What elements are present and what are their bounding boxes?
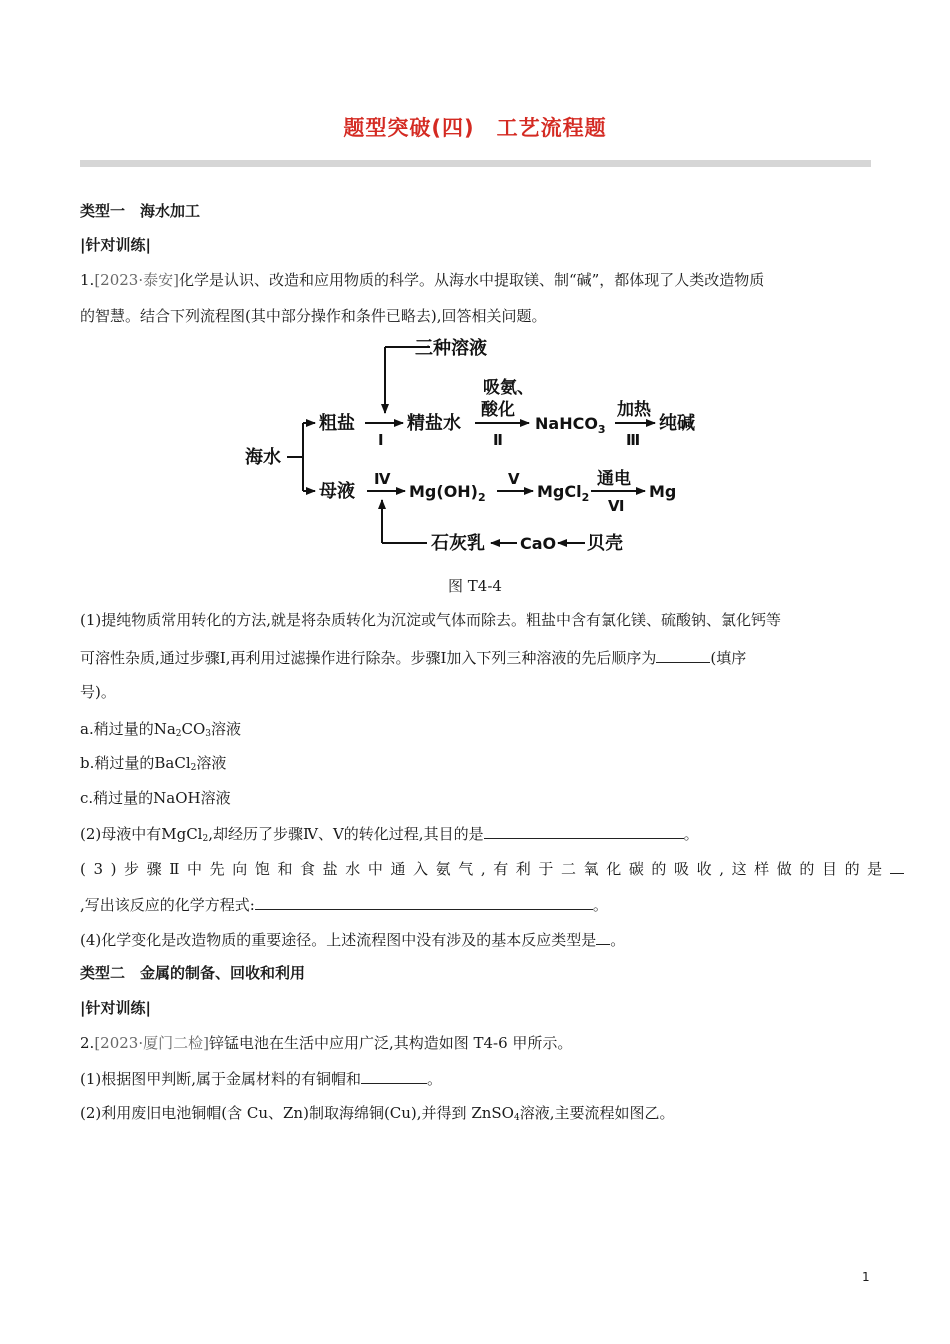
q2-source: [2023·厦门二检] [94, 1034, 209, 1052]
figure-caption: 图 T4-4 [448, 577, 502, 595]
q1-intro-text: 化学是认识、改造和应用物质的科学。从海水中提取镁、制“碱”，都体现了人类改造物质 [178, 271, 765, 289]
step2-label: Ⅱ [493, 431, 503, 449]
mgoh2-main: Mg(OH) [409, 482, 478, 501]
q2-intro-text: 锌锰电池在生活中应用广泛,其构造如图 T4-6 甲所示。 [208, 1034, 573, 1052]
q1-p3-line2-text: ,写出该反应的化学方程式: [80, 896, 255, 914]
step3-label: Ⅲ [626, 431, 641, 449]
q1-p4 [80, 928, 872, 951]
electrolysis-label: 通电 [597, 469, 631, 489]
mgoh2-subscript: 2 [478, 491, 486, 504]
absorb-ammonia-label: 吸氨、 [483, 378, 534, 398]
q1-p3-text: (3)步骤Ⅱ中先向饱和食盐水中通入氨气,有利于二氧化碳的吸收,这样做的目的是 [80, 860, 890, 878]
q1-intro-line1 [80, 269, 872, 291]
q1-p2-end: 。 [683, 825, 699, 843]
lime-milk-label: 石灰乳 [431, 533, 485, 554]
q1-p2-post: ,却经历了步骤Ⅳ、Ⅴ的转化过程,其目的是 [208, 825, 484, 843]
q1-p3-line2-end: 。 [592, 896, 608, 914]
nahco3-formula [535, 414, 606, 436]
q1-p1-line2 [80, 646, 872, 669]
q2-p2-text: (2)利用废旧电池铜帽(含 Cu、Zn)制取海绵铜(Cu),并得到 ZnSO [80, 1104, 514, 1122]
acidify-label: 酸化 [481, 400, 515, 420]
q1-intro-line2: 的智慧。结合下列流程图(其中部分操作和条件已略去),回答相关问题。 [80, 307, 547, 325]
refined-brine-label: 精盐水 [407, 413, 461, 434]
mg-label: Mg [649, 482, 677, 501]
q1-p3-answer-blank[interactable] [890, 857, 904, 874]
q2-p2 [80, 1102, 872, 1124]
section1-heading: 类型一 海水加工 [80, 202, 201, 220]
step4-label: Ⅳ [374, 470, 391, 488]
shell-label: 贝壳 [587, 533, 623, 554]
q2-p2-post: 溶液,主要流程如图乙。 [519, 1104, 675, 1122]
q1-p3-line1 [80, 857, 890, 880]
q2-intro [80, 1032, 872, 1054]
q2-p1-end: 。 [427, 1070, 443, 1088]
mgcl2-formula [537, 482, 589, 504]
opt-a-text: a.稍过量的Na [80, 720, 176, 738]
q1-option-c: c.稍过量的NaOH溶液 [80, 789, 231, 807]
section2-practice-label: |针对训练| [80, 999, 151, 1017]
section1-practice-label: |针对训练| [80, 236, 151, 254]
q1-p4-text: (4)化学变化是改造物质的重要途径。上述流程图中没有涉及的基本反应类型是 [80, 931, 597, 949]
q1-number: 1. [80, 271, 95, 289]
page-title [0, 112, 950, 142]
three-solutions-label: 三种溶液 [415, 338, 487, 359]
q1-p3-equation-blank[interactable] [255, 893, 593, 910]
q1-p4-answer-blank[interactable] [596, 928, 610, 945]
mgcl2-subscript: 2 [581, 491, 590, 504]
q2-p1-text: (1)根据图甲判断,属于金属材料的有铜帽和 [80, 1070, 362, 1088]
cao-label: CaO [520, 534, 557, 553]
opt-b-sub: 2 [190, 763, 197, 773]
seawater-label: 海水 [245, 447, 281, 468]
mgoh2-formula [409, 482, 486, 504]
q1-p2-text: (2)母液中有MgCl [80, 825, 203, 843]
opt-b-text: b.稍过量的BaCl [80, 754, 191, 772]
opt-a-mid: CO [181, 720, 206, 738]
q1-p1-line2-end: (填序 [710, 649, 747, 667]
q1-p4-end: 。 [610, 931, 626, 949]
nahco3-main: NaHCO [535, 414, 598, 433]
opt-a-sub1: 2 [175, 729, 182, 739]
step1-label: Ⅰ [378, 431, 384, 449]
title-divider [80, 160, 871, 167]
q2-p1-answer-blank[interactable] [361, 1067, 427, 1084]
step5-label: Ⅴ [508, 470, 520, 488]
q1-p1-answer-blank[interactable] [656, 646, 710, 663]
q1-p1-line3: 号)。 [80, 683, 116, 701]
q1-p2-sub: 2 [202, 834, 209, 844]
opt-a-sub2: 3 [205, 729, 212, 739]
title-part2: 工艺流程题 [496, 116, 607, 140]
title-part1: 题型突破(四) [343, 116, 475, 140]
nahco3-subscript: 3 [597, 423, 606, 436]
step6-label: Ⅵ [608, 497, 625, 515]
flow-diagram [235, 333, 715, 558]
heating-label: 加热 [617, 400, 651, 420]
q1-p1-line2-text: 可溶性杂质,通过步骤Ⅰ,再利用过滤操作进行除杂。步骤Ⅰ加入下列三种溶液的先后顺序为 [80, 649, 657, 667]
opt-a-post: 溶液 [211, 720, 242, 738]
q1-p2-answer-blank[interactable] [484, 822, 684, 839]
q1-source: [2023·泰安] [94, 271, 179, 289]
q1-option-b [80, 752, 872, 774]
crude-salt-label: 粗盐 [319, 413, 355, 434]
q1-p2 [80, 822, 872, 845]
section2-heading: 类型二 金属的制备、回收和利用 [80, 964, 306, 982]
q2-p2-sub: 4 [513, 1113, 520, 1123]
soda-ash-label: 纯碱 [659, 413, 695, 434]
opt-b-post: 溶液 [196, 754, 227, 772]
q1-p3-line2 [80, 893, 872, 916]
page-number: 1 [862, 1270, 870, 1284]
q2-number: 2. [80, 1034, 95, 1052]
q1-p1-line1: (1)提纯物质常用转化的方法,就是将杂质转化为沉淀或气体而除去。粗盐中含有氯化镁、硫酸钠、氯化钙等 [80, 611, 782, 629]
q1-option-a [80, 718, 872, 740]
mgcl2-main: MgCl [537, 482, 582, 501]
q2-p1 [80, 1067, 872, 1090]
mother-liquor-label: 母液 [319, 481, 355, 502]
